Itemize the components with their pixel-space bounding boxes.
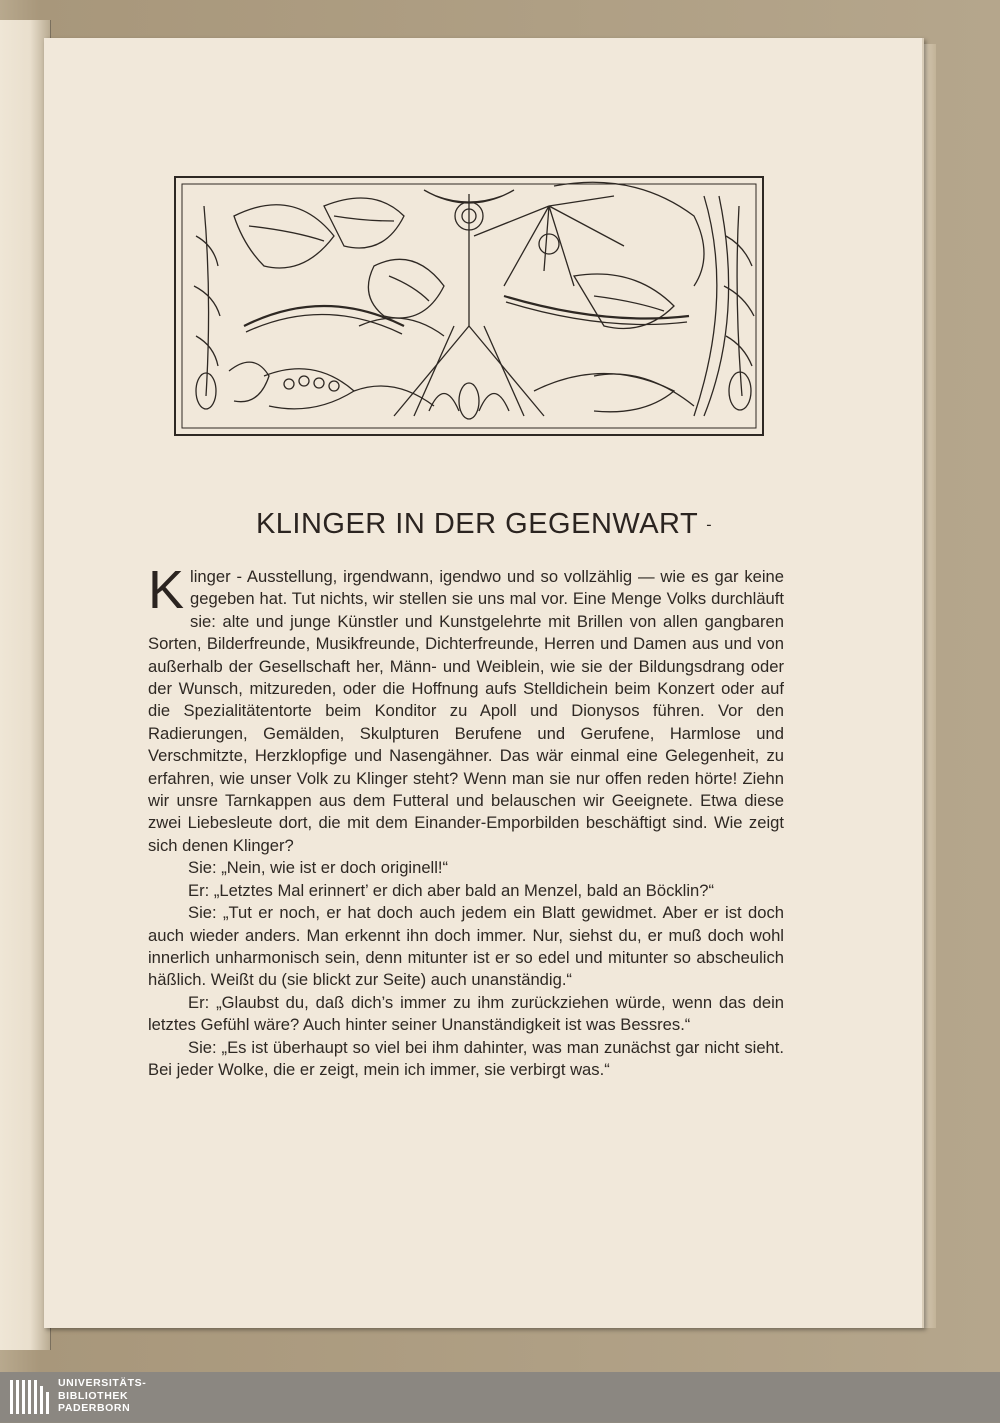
paragraph-3: Er: „Letztes Mal erinnert’ er dich aber bald an Menzel, bald an Böcklin?“	[188, 880, 715, 900]
library-name-line-1: UNIVERSITÄTS-	[58, 1377, 147, 1389]
library-name-line-2: BIBLIOTHEK	[58, 1389, 129, 1402]
paragraph-1	[148, 560, 784, 857]
library-name-line-3: PADERBORN	[58, 1402, 131, 1414]
paragraph-1-text: linger - Ausstellung, irgendwann, igendwo und so vollzählig — wie es gar keine gegeben hat. Tut nichts, wir stellen sie uns mal vor. Eine Menge Volks durchläuft sie: alte und junge Künstler und Kunstgelehrte mit Brillen von allen gangbaren Sorten, Bilderfreunde, Musikfreunde, Dichterfreunde, Herren und Damen aus und von außerhalb der Gesellschaft her, Männ- und Weiblein, wie sie der Bildungsdrang oder der Wunsch, mitzureden, oder die Hoffnung aufs Stelldichein beim Konzert oder auf die Spezialitätentorte beim Konditor zu Apoll und Dionysos führen. Vor den Radierungen, Gemälden, Skulpturen Berufene und Gerufene, Harmlose und Verschmitzte, Herzklopfige und Nasengähner. Das wär einmal eine Gelegenheit, zu erfahren, wie unser Volk zu Klinger steht? Wenn man sie nur offen reden hörte! Ziehn wir unsre Tarnkappen aus dem Futteral und belauschen wir Geeignete. Etwa diese zwei Liebesleute dort, die mit dem Einander-Emporbilden beschäftigt sind. Wie zeigt sich denen Klinger?	[148, 567, 784, 855]
body-text	[148, 560, 784, 1081]
paragraph-4: Sie: „Tut er noch, er hat doch auch jedem ein Blatt gewidmet. Aber er ist doch auch wieder anders. Man erkennt ihn doch immer. Nur, siehst du, er muß doch wohl innerlich unharmonisch sein, denn mitunter ist er so edel und mitunter so abscheulich häßlich. Weißt du (sie blickt zur Seite) auch unanständig.“	[148, 903, 784, 990]
book-page	[44, 38, 924, 1328]
library-logo-icon	[8, 1376, 50, 1418]
drop-cap: K	[148, 560, 185, 620]
paragraph-5: Er: „Glaubst du, daß dich’s immer zu ihm zurückziehen würde, wenn das dein letztes Gefühl wäre? Auch hinter seiner Unanständigkeit ist was Bessres.“	[148, 992, 784, 1035]
paragraph-6: Sie: „Es ist überhaupt so viel bei ihm dahinter, was man zunächst gar nicht sieht. Bei jeder Wolke, die er zeigt, mein ich immer, sie verbirgt was.“	[148, 1037, 784, 1079]
page-title: KLINGER IN DER GEGENWART -	[255, 508, 713, 540]
title-mark: -	[706, 516, 713, 534]
footer-bar	[0, 1372, 1000, 1422]
paragraph-2: Sie: „Nein, wie ist er doch originell!“	[188, 858, 449, 878]
floral-ornament-illustration	[174, 176, 764, 436]
library-name	[58, 1377, 146, 1415]
right-page-stack	[922, 44, 936, 1328]
